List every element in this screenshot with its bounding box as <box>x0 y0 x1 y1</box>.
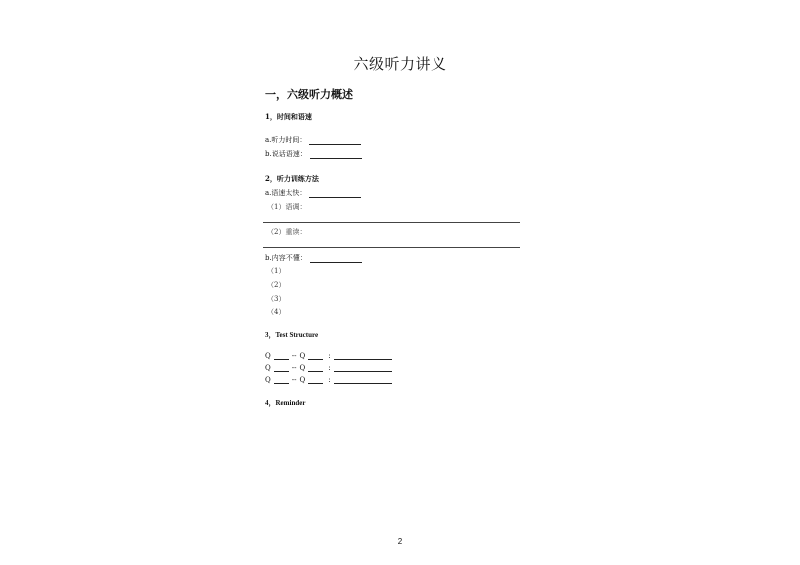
subsection-heading-reminder: 4，Reminder <box>265 399 306 407</box>
blank-line <box>274 364 289 372</box>
blank-line <box>334 352 392 360</box>
q-label: Q <box>299 364 306 372</box>
question-range-row <box>265 364 392 372</box>
blank-line <box>308 364 323 372</box>
page-number: 2 <box>397 537 403 546</box>
point-1: （1） <box>267 267 286 275</box>
question-range-row <box>265 376 392 384</box>
subsection-heading-training-methods: 2，听力训练方法 <box>265 174 319 183</box>
q-label: Q <box>265 376 271 384</box>
fill-line-content <box>265 253 362 263</box>
dash-label: -- <box>291 376 297 384</box>
colon-label: : <box>328 364 331 372</box>
subsection-heading-test-structure: 3，Test Structure <box>265 331 319 339</box>
blank-line <box>310 151 362 159</box>
q-label: Q <box>265 352 271 360</box>
blank-line <box>309 137 361 145</box>
dash-label: -- <box>291 352 297 360</box>
blank-line <box>308 352 323 360</box>
blank-line <box>310 255 362 263</box>
question-range-row <box>265 352 392 360</box>
point-intonation: （1）语调： <box>267 203 307 211</box>
point-4: （4） <box>267 308 286 316</box>
subsection-heading-time-speed: 1，时间和语速 <box>265 112 312 121</box>
blank-line <box>334 376 392 384</box>
answer-rule <box>263 222 520 223</box>
point-3: （3） <box>267 295 286 303</box>
blank-line <box>308 376 323 384</box>
section-heading: 一，六级听力概述 <box>265 88 353 101</box>
fill-line-listening-time <box>265 135 361 145</box>
answer-rule <box>263 247 520 248</box>
fill-line-label: a.听力时间： <box>265 136 307 144</box>
colon-label: : <box>328 352 331 360</box>
document-title: 六级听力讲义 <box>353 55 447 73</box>
colon-label: : <box>328 376 331 384</box>
q-label: Q <box>299 352 306 360</box>
fill-line-label: a.语速太快： <box>265 189 307 197</box>
blank-line <box>334 364 392 372</box>
blank-line <box>309 190 361 198</box>
blank-line <box>274 376 289 384</box>
q-label: Q <box>299 376 306 384</box>
blank-line <box>274 352 289 360</box>
fill-line-label: b.内容不懂： <box>265 254 307 262</box>
q-label: Q <box>265 364 271 372</box>
point-stress: （2）重读： <box>267 228 307 236</box>
fill-line-too-fast <box>265 188 361 198</box>
point-2: （2） <box>267 281 286 289</box>
fill-line-speaking-speed <box>265 149 362 159</box>
fill-line-label: b.说话语速： <box>265 150 307 158</box>
dash-label: -- <box>291 364 297 372</box>
